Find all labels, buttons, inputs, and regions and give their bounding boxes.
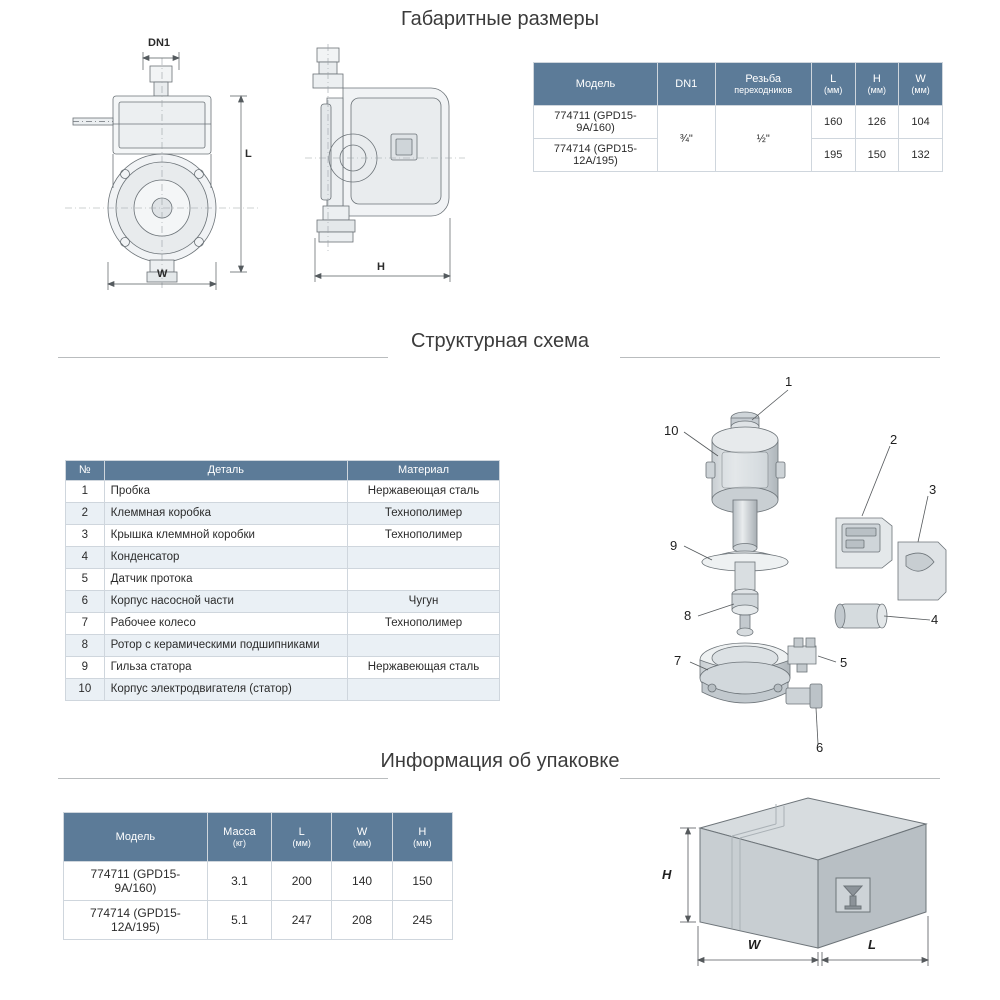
- cell-l: 200: [272, 862, 332, 901]
- callout-2: 2: [890, 432, 898, 447]
- table-row: [64, 862, 453, 901]
- callout-3: 3: [929, 482, 937, 497]
- packing-section-title: Информация об упаковке: [380, 750, 620, 772]
- label-w: W: [157, 268, 168, 280]
- col-part: Деталь: [104, 461, 347, 481]
- exploded-view-drawing: [640, 370, 980, 760]
- table-row: [66, 502, 500, 524]
- structure-title-rule-left: [58, 357, 388, 358]
- cell-l: 160: [811, 106, 855, 139]
- label-dn1: DN1: [148, 37, 171, 49]
- cell-number: 6: [66, 590, 105, 612]
- callout-1: 1: [785, 374, 793, 389]
- col-thread-sublabel: переходников: [734, 85, 793, 96]
- cell-part: Гильза статора: [104, 656, 347, 678]
- table-row: [66, 546, 500, 568]
- col-l: [811, 63, 855, 106]
- label-l: L: [245, 148, 252, 160]
- cell-number: 5: [66, 568, 105, 590]
- table-row: [64, 901, 453, 940]
- cell-w: 208: [332, 901, 392, 940]
- cell-part: Клеммная коробка: [104, 502, 347, 524]
- table-row: [66, 568, 500, 590]
- cell-material: [348, 568, 500, 590]
- col-h: [392, 813, 452, 862]
- col-model-label: Модель: [115, 830, 156, 843]
- callout-10: 10: [664, 423, 679, 438]
- table-header-row: [66, 461, 500, 481]
- col-h-label: H: [418, 825, 427, 838]
- pump-front-view-drawing: [55, 38, 295, 293]
- table-row: [66, 590, 500, 612]
- label-h: H: [377, 261, 385, 273]
- callout-4: 4: [931, 612, 939, 627]
- box-label-h: H: [662, 867, 672, 882]
- col-l: [272, 813, 332, 862]
- cell-part: Пробка: [104, 480, 347, 502]
- cell-model: 774711 (GPD15-9A/160): [534, 106, 658, 139]
- cell-part: Конденсатор: [104, 546, 347, 568]
- cell-h: 150: [855, 139, 899, 172]
- col-w: [899, 63, 943, 106]
- col-material: Материал: [348, 461, 500, 481]
- col-mass: [207, 813, 271, 862]
- cell-model: 774711 (GPD15-9A/160): [64, 862, 208, 901]
- cell-material: [348, 546, 500, 568]
- callout-7: 7: [674, 653, 682, 668]
- callout-9: 9: [670, 538, 678, 553]
- cell-material: [348, 678, 500, 700]
- dimensions-section-title: Габаритные размеры: [400, 8, 600, 30]
- cell-number: 10: [66, 678, 105, 700]
- structure-title-rule-right: [620, 357, 940, 358]
- cell-dn1: ¾": [657, 106, 715, 172]
- dimensions-table-container: [533, 62, 943, 172]
- callout-5: 5: [840, 655, 848, 670]
- table-row: [66, 524, 500, 546]
- cell-number: 2: [66, 502, 105, 524]
- cell-material: Нержавеющая сталь: [348, 480, 500, 502]
- col-h-sublabel: (мм): [413, 838, 432, 849]
- cell-material: Технополимер: [348, 502, 500, 524]
- cell-w: 104: [899, 106, 943, 139]
- cell-material: [348, 634, 500, 656]
- table-row: [534, 106, 943, 139]
- table-row: [66, 612, 500, 634]
- cell-material: Технополимер: [348, 612, 500, 634]
- col-l-sublabel: (мм): [292, 838, 311, 849]
- packing-title-rule-left: [58, 778, 388, 779]
- col-w: [332, 813, 392, 862]
- col-w-label: W: [356, 825, 368, 838]
- cell-number: 3: [66, 524, 105, 546]
- cell-number: 1: [66, 480, 105, 502]
- cell-part: Крышка клеммной коробки: [104, 524, 347, 546]
- col-mass-sublabel: (кг): [232, 838, 247, 849]
- table-row: [66, 480, 500, 502]
- col-l-sublabel: (мм): [823, 85, 843, 96]
- col-model-label: Модель: [575, 77, 616, 90]
- table-row: [66, 634, 500, 656]
- cell-h: 245: [392, 901, 452, 940]
- packing-table: [63, 812, 453, 940]
- col-dn1-label: DN1: [675, 77, 698, 90]
- table-row: [66, 656, 500, 678]
- col-thread-label: Резьба: [745, 72, 782, 85]
- col-l-label: L: [830, 72, 837, 85]
- cell-w: 132: [899, 139, 943, 172]
- cell-material: Нержавеющая сталь: [348, 656, 500, 678]
- col-h: [855, 63, 899, 106]
- table-header-row: [534, 63, 943, 106]
- cell-h: 150: [392, 862, 452, 901]
- cell-number: 8: [66, 634, 105, 656]
- col-dn1: [657, 63, 715, 106]
- packing-title-rule-right: [620, 778, 940, 779]
- cell-part: Рабочее колесо: [104, 612, 347, 634]
- cell-part: Корпус насосной части: [104, 590, 347, 612]
- cell-number: 4: [66, 546, 105, 568]
- cell-h: 126: [855, 106, 899, 139]
- col-h-label: H: [872, 72, 881, 85]
- cell-l: 195: [811, 139, 855, 172]
- col-thread: [715, 63, 811, 106]
- table-header-row: [64, 813, 453, 862]
- col-model: [534, 63, 658, 106]
- cell-model: 774714 (GPD15-12A/195): [534, 139, 658, 172]
- cell-material: Чугун: [348, 590, 500, 612]
- col-w-sublabel: (мм): [352, 838, 372, 849]
- table-row: [66, 678, 500, 700]
- cell-mass: 3.1: [207, 862, 271, 901]
- cell-part: Корпус электродвигателя (статор): [104, 678, 347, 700]
- cell-material: Технополимер: [348, 524, 500, 546]
- col-l-label: L: [298, 825, 305, 838]
- box-label-l: L: [868, 937, 876, 952]
- parts-table: [65, 460, 500, 701]
- cell-part: Ротор с керамическими подшипниками: [104, 634, 347, 656]
- cell-part: Датчик протока: [104, 568, 347, 590]
- dimensions-table: [533, 62, 943, 172]
- cell-w: 140: [332, 862, 392, 901]
- pump-side-view-drawing: [295, 38, 505, 293]
- col-number: №: [66, 461, 105, 481]
- cell-number: 9: [66, 656, 105, 678]
- structure-section-title: Структурная схема: [410, 330, 590, 352]
- callout-8: 8: [684, 608, 692, 623]
- col-w-sublabel: (мм): [911, 85, 930, 96]
- cell-l: 247: [272, 901, 332, 940]
- packing-table-container: [63, 812, 453, 940]
- col-w-label: W: [915, 72, 926, 85]
- col-mass-label: Масса: [223, 825, 256, 838]
- parts-table-container: [65, 460, 500, 701]
- col-h-sublabel: (мм): [867, 85, 887, 96]
- callout-6: 6: [816, 740, 824, 755]
- box-label-w: W: [748, 937, 761, 952]
- cell-number: 7: [66, 612, 105, 634]
- cell-mass: 5.1: [207, 901, 271, 940]
- packing-box-drawing: [640, 790, 960, 980]
- col-model: [64, 813, 208, 862]
- cell-thread: ½": [715, 106, 811, 172]
- cell-model: 774714 (GPD15-12A/195): [64, 901, 208, 940]
